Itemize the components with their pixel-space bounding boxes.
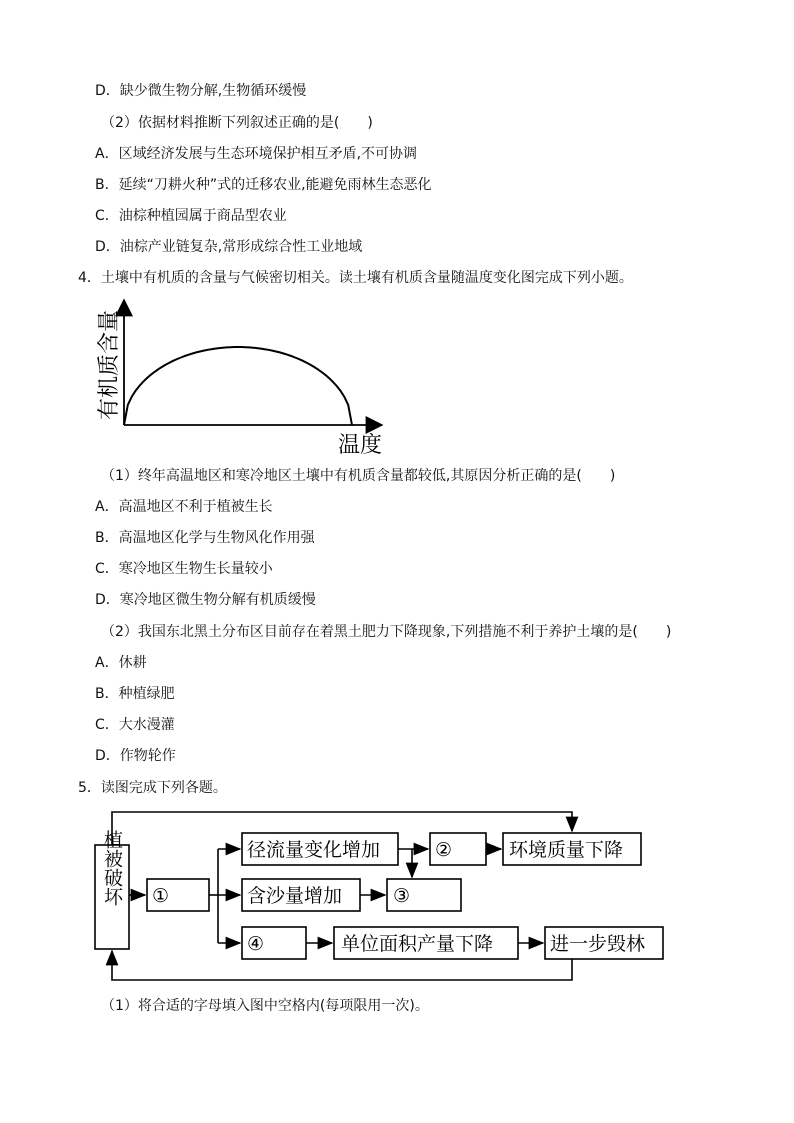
q4-sub1-option-c: C．寒冷地区生物生长量较小 (95, 561, 273, 577)
q5-sub1-question: （1）将合适的字母填入图中空格内(每项限用一次)。 (101, 998, 429, 1014)
organic-matter-curve (124, 347, 352, 425)
q3-sub2-question: （2）依据材料推断下列叙述正确的是( ) (101, 115, 373, 131)
q5-stem: 5．读图完成下列各题。 (78, 780, 227, 796)
q3-sub2-option-b: B．延续“刀耕火种”式的迁移农业,能避免雨林生态恶化 (95, 177, 432, 193)
box-runoff-label: 径流量变化增加 (247, 839, 381, 861)
box-4-label: ④ (247, 933, 265, 955)
organic-matter-chart (90, 292, 400, 462)
q4-sub1-option-b: B．高温地区化学与生物风化作用强 (95, 530, 315, 546)
box-3-label: ③ (393, 885, 411, 907)
q3-sub2-option-d: D．油棕产业链复杂,常形成综合性工业地域 (95, 239, 363, 255)
box-2-label: ② (435, 839, 453, 861)
box-vegetation-destruction-label: 植被破坏 (101, 830, 123, 906)
q4-sub1-option-a: A．高温地区不利于植被生长 (95, 499, 273, 515)
q4-sub2-option-d: D．作物轮作 (95, 748, 176, 764)
q4-sub2-option-a: A．休耕 (95, 655, 147, 671)
flow-diagram (0, 800, 794, 990)
q3-sub2-option-c: C．油棕种植园属于商品型农业 (95, 208, 287, 224)
box-env-quality-label: 环境质量下降 (509, 839, 624, 861)
chart-xlabel: 温度 (338, 433, 383, 458)
q4-sub2-option-b: B．种植绿肥 (95, 686, 175, 702)
q4-stem: 4．土壤中有机质的含量与气候密切相关。读土壤有机质含量随温度变化图完成下列小题。 (78, 270, 633, 286)
q4-sub1-option-d: D．寒冷地区微生物分解有机质缓慢 (95, 592, 316, 608)
box-yield-label: 单位面积产量下降 (341, 933, 494, 955)
box-further-deforestation-label: 进一步毁林 (550, 933, 646, 955)
q3-sub2-option-a: A．区域经济发展与生态环境保护相互矛盾,不可协调 (95, 146, 418, 162)
q4-sub2-option-c: C．大水漫灌 (95, 717, 175, 733)
chart-ylabel: 有机质含量 (97, 309, 122, 421)
q4-sub2-question: （2）我国东北黑土分布区目前存在着黑土肥力下降现象,下列措施不利于养护土壤的是( ) (101, 624, 672, 640)
q4-sub1-question: （1）终年高温地区和寒冷地区土壤中有机质含量都较低,其原因分析正确的是( ) (101, 468, 616, 484)
box-1-label: ① (152, 885, 170, 907)
q3-option-d: D．缺少微生物分解,生物循环缓慢 (95, 83, 307, 99)
box-sediment-label: 含沙量增加 (247, 885, 343, 907)
